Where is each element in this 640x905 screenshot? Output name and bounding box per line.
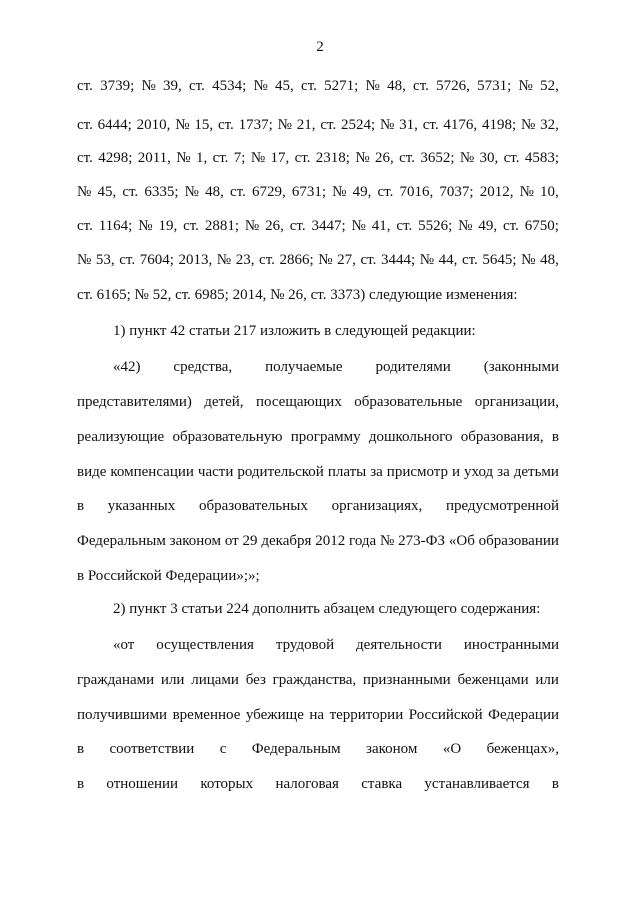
word: уход xyxy=(464,464,494,480)
word: ст. xyxy=(77,150,93,166)
word: 4176, xyxy=(443,117,478,133)
word: 1737; xyxy=(238,117,273,133)
word: 2012 xyxy=(315,533,346,549)
word: деятельности xyxy=(356,637,442,653)
word: ст. xyxy=(399,150,415,166)
word: образовательные xyxy=(354,394,463,410)
word: «Об xyxy=(448,533,475,549)
word: № xyxy=(459,150,475,166)
word: ст. xyxy=(189,78,205,94)
word: 41, xyxy=(371,218,391,234)
word: ст. xyxy=(503,150,520,166)
word: 5526; xyxy=(418,218,453,234)
word: 15, xyxy=(194,117,214,133)
word: 49, xyxy=(478,218,498,234)
word: 52, xyxy=(540,78,559,94)
word: 30, xyxy=(479,150,499,166)
word: № xyxy=(184,184,199,200)
word: ст. xyxy=(396,218,413,234)
word: 2318; xyxy=(315,150,350,166)
word: трудовой xyxy=(275,637,335,653)
word: «О xyxy=(442,741,462,757)
word: № xyxy=(518,78,533,94)
word: 6335; xyxy=(144,184,179,200)
word: № xyxy=(419,252,435,268)
word: иностранными xyxy=(463,637,559,653)
word: в xyxy=(551,776,559,792)
word: № xyxy=(77,252,92,268)
word: 53, xyxy=(95,252,115,268)
word: 2866; xyxy=(279,252,314,268)
word: 1, xyxy=(195,150,208,166)
text-line xyxy=(77,215,559,237)
word: ст. xyxy=(77,218,93,234)
word: 4298; xyxy=(98,150,133,166)
text-line xyxy=(77,147,559,169)
word: № xyxy=(250,150,266,166)
word: 17, xyxy=(270,150,290,166)
word: 26, xyxy=(375,150,394,166)
word: Федеральным xyxy=(251,741,341,757)
word: ст. xyxy=(301,78,317,94)
word: № xyxy=(175,117,190,133)
text-line xyxy=(77,669,559,691)
word: 7604; xyxy=(139,252,174,268)
word: получившими xyxy=(77,707,168,723)
text-line xyxy=(77,426,559,448)
text-line xyxy=(77,114,559,136)
word: средства, xyxy=(173,359,233,375)
word: ст. xyxy=(183,218,199,234)
word: образовании xyxy=(478,533,559,549)
word: «от xyxy=(113,637,135,653)
word: убежище xyxy=(245,707,304,723)
text-line xyxy=(77,495,559,517)
word: № xyxy=(519,184,534,200)
word: 48, xyxy=(205,184,224,200)
word: 6750; xyxy=(524,218,559,234)
word: от xyxy=(224,533,239,549)
word: 21, xyxy=(296,117,316,133)
page-number: 2 xyxy=(316,39,324,55)
word: указанных xyxy=(107,498,176,514)
word: компенсации xyxy=(110,464,194,480)
word: 7037; xyxy=(439,184,474,200)
word: 48, xyxy=(540,252,559,268)
word: декабря xyxy=(261,533,312,549)
word: в xyxy=(77,741,85,757)
word: ст. xyxy=(422,117,439,133)
word: организации, xyxy=(474,394,559,410)
text-line xyxy=(77,75,559,97)
word: 45, xyxy=(97,184,117,200)
word: № xyxy=(521,117,536,133)
word: ст. xyxy=(377,184,394,200)
word: гражданами xyxy=(77,672,155,688)
word: 4198; xyxy=(482,117,517,133)
word: 6729, xyxy=(251,184,286,200)
word: беженцах», xyxy=(486,741,559,757)
word: в xyxy=(77,776,85,792)
word: № xyxy=(355,150,370,166)
word: без xyxy=(245,672,266,688)
word: родительской xyxy=(237,464,324,480)
word: 5271; xyxy=(324,78,359,94)
word: 44, xyxy=(438,252,458,268)
word: ставка xyxy=(361,776,403,792)
word: ст. xyxy=(77,78,93,94)
word: № xyxy=(253,78,268,94)
word: № xyxy=(141,78,156,94)
word: (законными xyxy=(483,359,559,375)
word: или xyxy=(535,672,559,688)
word: 4534; xyxy=(212,78,247,94)
word: программу xyxy=(290,429,361,445)
word: 3447; xyxy=(311,218,346,234)
word: детьми xyxy=(513,464,559,480)
word: Российской xyxy=(408,707,483,723)
word: № xyxy=(351,218,366,234)
word: ст. xyxy=(503,218,519,234)
text-line: ст. 6165; № 52, ст. 6985; 2014, № 26, ст. 3373) следующие изменения: xyxy=(77,287,518,303)
word: ст. xyxy=(320,117,337,133)
paragraph-heading: 2) пункт 3 статьи 224 дополнить абзацем следующего содержания: xyxy=(113,601,541,617)
word: устанавливается xyxy=(424,776,530,792)
word: 273-ФЗ xyxy=(398,533,446,549)
word: ст. xyxy=(212,150,229,166)
word: 2010, xyxy=(136,117,171,133)
word: присмотр xyxy=(386,464,449,480)
text-line xyxy=(77,704,559,726)
word: 49, xyxy=(352,184,372,200)
word: 48, xyxy=(387,78,406,94)
word: № xyxy=(138,218,153,234)
word: ст. xyxy=(119,252,136,268)
word: отношении xyxy=(106,776,179,792)
word: 2012, xyxy=(479,184,514,200)
word: лицами xyxy=(191,672,239,688)
word: предусмотренной xyxy=(445,498,559,514)
text-line xyxy=(77,391,559,413)
text-line xyxy=(77,461,559,483)
text-line: в Российской Федерации»;»; xyxy=(77,568,260,584)
word: образования, xyxy=(460,429,544,445)
word: образовательных xyxy=(198,498,308,514)
word: 6731; xyxy=(291,184,327,200)
word: № xyxy=(216,252,232,268)
word: налоговая xyxy=(275,776,339,792)
word: платы xyxy=(327,464,367,480)
word: № xyxy=(277,117,292,133)
word: территории xyxy=(329,707,404,723)
word: в xyxy=(551,429,559,445)
word: получаемые xyxy=(265,359,343,375)
word: 1164; xyxy=(98,218,133,234)
word: № xyxy=(365,78,380,94)
word: № xyxy=(318,252,333,268)
word: родителями xyxy=(375,359,451,375)
word: законом xyxy=(366,741,418,757)
word: ст. xyxy=(289,218,306,234)
word: 31, xyxy=(399,117,418,133)
word: в xyxy=(77,498,85,514)
word: ст. xyxy=(217,117,234,133)
word: 45, xyxy=(275,78,294,94)
text-line xyxy=(77,530,559,552)
word: ст. xyxy=(259,252,275,268)
word: реализующие xyxy=(77,429,165,445)
word: 23, xyxy=(235,252,255,268)
word: № xyxy=(458,218,473,234)
word: ст. xyxy=(77,117,93,133)
word: беженцами xyxy=(457,672,529,688)
word: части xyxy=(197,464,234,480)
word: 3739; xyxy=(100,78,135,94)
word: представителями) xyxy=(77,394,192,410)
word: 5645; xyxy=(482,252,517,268)
word: виде xyxy=(77,464,107,480)
word: временное xyxy=(172,707,241,723)
word: с xyxy=(219,741,227,757)
word: соответствии xyxy=(109,741,195,757)
word: 5726, xyxy=(436,78,470,94)
word: 29 xyxy=(242,533,258,549)
word: № xyxy=(176,150,191,166)
word: 7016, xyxy=(399,184,434,200)
word: ст. xyxy=(294,150,311,166)
word: 5731; xyxy=(477,78,512,94)
word: № xyxy=(521,252,536,268)
word: ст. xyxy=(461,252,478,268)
word: ст. xyxy=(229,184,246,200)
word: 19, xyxy=(158,218,178,234)
word: Федеральным xyxy=(77,533,166,549)
word: 2013, xyxy=(178,252,213,268)
word: № xyxy=(332,184,347,200)
word: образовательную xyxy=(172,429,283,445)
word: организациях, xyxy=(331,498,423,514)
word: осуществления xyxy=(156,637,254,653)
word: признанными xyxy=(362,672,451,688)
word: посещающих xyxy=(255,394,342,410)
text-line xyxy=(113,356,559,378)
word: 2011, xyxy=(137,150,171,166)
word: или xyxy=(160,672,185,688)
word: 27, xyxy=(337,252,356,268)
word: ст. xyxy=(413,78,429,94)
text-line xyxy=(77,181,559,203)
word: 3652; xyxy=(420,150,455,166)
text-line xyxy=(77,738,559,760)
word: 2524; xyxy=(341,117,376,133)
word: ст. xyxy=(360,252,377,268)
word: 26, xyxy=(265,218,284,234)
word: Федерации xyxy=(488,707,559,723)
word: 2881; xyxy=(204,218,239,234)
word: и xyxy=(452,464,461,480)
word: 10, xyxy=(540,184,559,200)
word: № xyxy=(380,117,395,133)
word: «42) xyxy=(113,359,141,375)
word: 32, xyxy=(540,117,559,133)
word: на xyxy=(309,707,325,723)
word: ст. xyxy=(122,184,139,200)
word: гражданства, xyxy=(272,672,357,688)
text-line xyxy=(113,634,559,656)
text-line xyxy=(77,249,559,271)
word: 3444; xyxy=(380,252,416,268)
word: законом xyxy=(169,533,221,549)
text-line xyxy=(77,773,559,795)
word: 4583; xyxy=(524,150,559,166)
word: которых xyxy=(200,776,254,792)
word: дошкольного xyxy=(368,429,453,445)
word: № xyxy=(77,184,92,200)
word: детей, xyxy=(204,394,244,410)
word: года xyxy=(349,533,377,549)
word: 6444; xyxy=(97,117,132,133)
word: за xyxy=(370,464,383,480)
word: за xyxy=(497,464,510,480)
word: № xyxy=(244,218,260,234)
word: № xyxy=(380,533,395,549)
paragraph-heading: 1) пункт 42 статьи 217 изложить в следующей редакции: xyxy=(113,323,476,339)
word: 7; xyxy=(233,150,246,166)
word: 39, xyxy=(163,78,182,94)
